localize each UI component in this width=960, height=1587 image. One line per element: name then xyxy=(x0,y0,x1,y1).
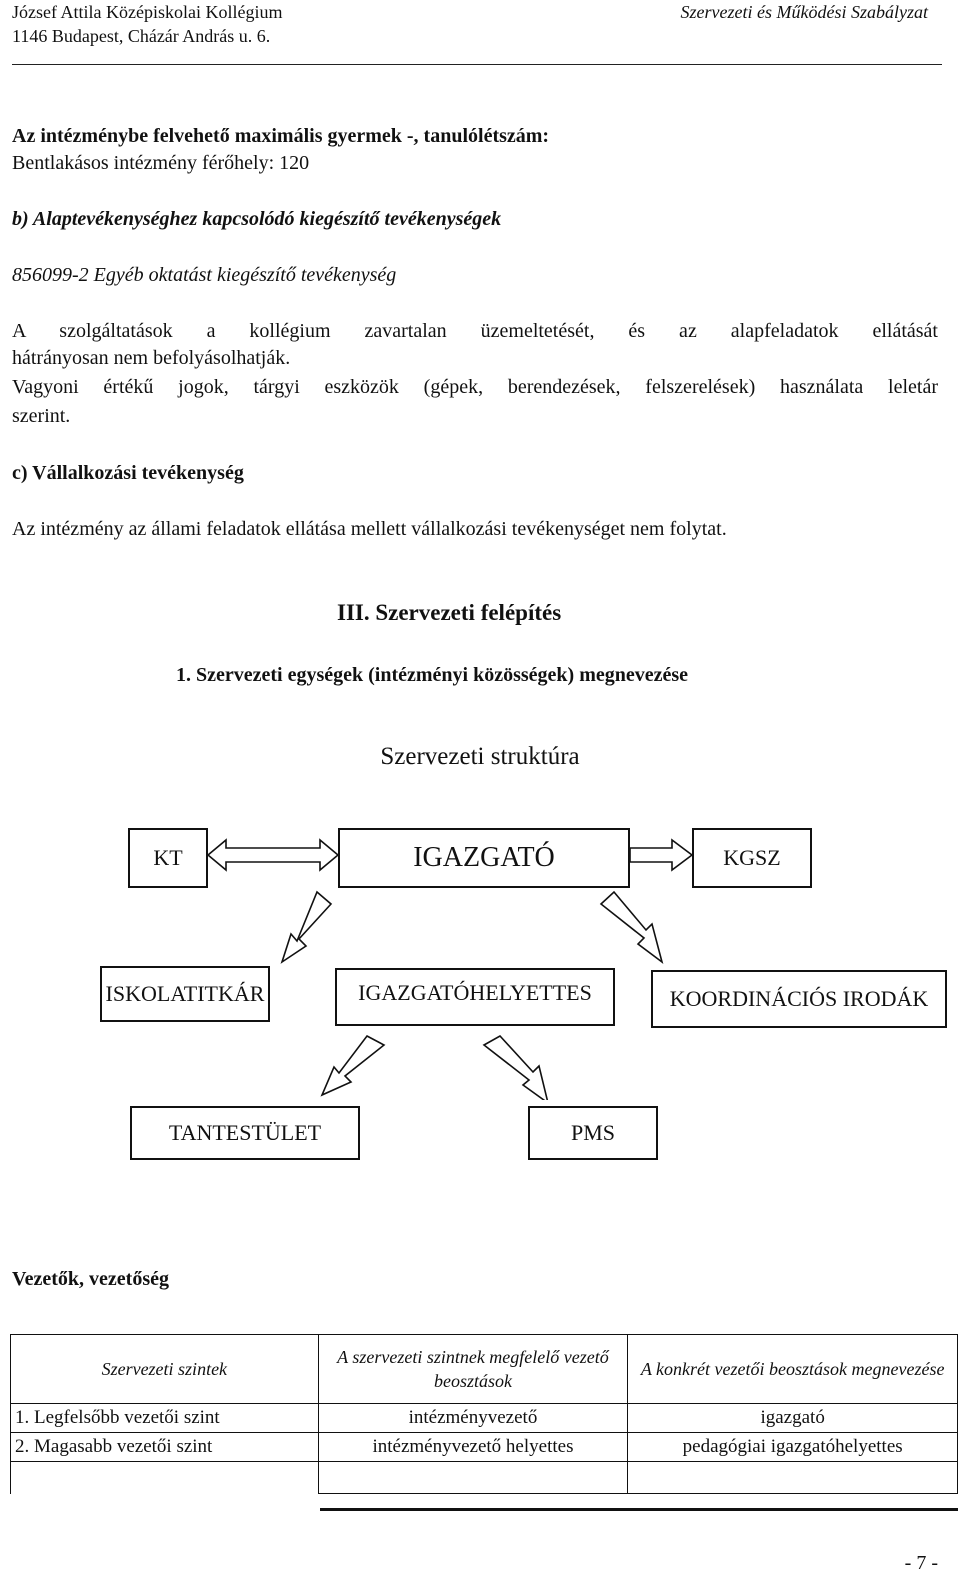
org-box-deputy: IGAZGATÓHELYETTES xyxy=(335,968,615,1026)
arrow-director-kgsz xyxy=(630,840,692,870)
section-b-para2-line1: Vagyoni értékű jogok, tárgyi eszközök (gépek, berendezések, felszerelések) használata leletár xyxy=(12,376,938,398)
header-institution: József Attila Középiskolai Kollégium xyxy=(12,2,283,22)
table-row xyxy=(11,1433,958,1462)
section-c-text: Az intézmény az állami feladatok ellátása mellett vállalkozási tevékenységet nem folytat. xyxy=(12,518,727,540)
arrow-deputy-pms xyxy=(484,1036,548,1100)
table-cell: intézményvezető xyxy=(318,1404,628,1433)
header-address: 1146 Budapest, Cházár András u. 6. xyxy=(12,26,271,46)
org-box-secretary: ISKOLATITKÁR xyxy=(100,966,270,1022)
table-header-cell: Szervezeti szintek xyxy=(11,1335,319,1404)
chapter-subtitle: 1. Szervezeti egységek (intézményi közösségek) megnevezése xyxy=(176,664,689,686)
section-b-para1-line2: hátrányosan nem befolyásolhatják. xyxy=(12,347,291,369)
section-c-title: c) Vállalkozási tevékenység xyxy=(12,462,244,484)
table-cell: igazgató xyxy=(628,1404,958,1433)
table-cell xyxy=(11,1462,319,1494)
leaders-title: Vezetők, vezetőség xyxy=(12,1268,169,1290)
section-b-para1-line1: A szolgáltatások a kollégium zavartalan üzemeltetését, és az alapfeladatok ellátását xyxy=(12,320,938,342)
org-chart-title: Szervezeti struktúra xyxy=(380,743,580,770)
header-rule xyxy=(12,64,942,65)
arrow-director-secretary xyxy=(282,892,331,962)
table-cell: pedagógiai igazgatóhelyettes xyxy=(628,1433,958,1462)
org-box-director: IGAZGATÓ xyxy=(338,828,630,888)
org-box-kgsz: KGSZ xyxy=(692,828,812,888)
table-header-cell: A szervezeti szintnek megfelelő vezető beosztások xyxy=(318,1335,628,1404)
header-document-title: Szervezeti és Működési Szabályzat xyxy=(680,2,928,22)
table-cell: 1. Legfelsőbb vezetői szint xyxy=(11,1404,319,1433)
org-box-pms: PMS xyxy=(528,1106,658,1160)
table-row xyxy=(11,1404,958,1433)
section-b-para2-line2: szerint. xyxy=(12,405,71,427)
table-cell: 2. Magasabb vezetői szint xyxy=(11,1433,319,1462)
capacity-value: Bentlakásos intézmény férőhely: 120 xyxy=(12,152,310,174)
arrow-director-offices xyxy=(601,892,662,962)
double-arrow-kt-director xyxy=(208,840,338,870)
org-box-staff: TANTESTÜLET xyxy=(130,1106,360,1160)
table-cell xyxy=(628,1462,958,1494)
org-box-kt: KT xyxy=(128,828,208,888)
table-row xyxy=(11,1462,958,1494)
section-b-code: 856099-2 Egyéb oktatást kiegészítő tevékenység xyxy=(12,264,397,286)
section-b-title: b) Alaptevékenységhez kapcsolódó kiegészítő tevékenységek xyxy=(12,208,502,230)
org-box-offices: KOORDINÁCIÓS IRODÁK xyxy=(651,970,947,1028)
capacity-title: Az intézménybe felvehető maximális gyermek -, tanulólétszám: xyxy=(12,125,550,147)
page-number: - 7 - xyxy=(904,1552,938,1574)
table-header-row xyxy=(11,1335,958,1404)
arrow-deputy-staff xyxy=(322,1036,384,1095)
table-bottom-rule xyxy=(320,1508,958,1511)
table-cell: intézményvezető helyettes xyxy=(318,1433,628,1462)
chapter-title: III. Szervezeti felépítés xyxy=(337,600,562,625)
leaders-table xyxy=(10,1334,958,1494)
table-header-cell: A konkrét vezetői beosztások megnevezése xyxy=(628,1335,958,1404)
table-cell xyxy=(318,1462,628,1494)
